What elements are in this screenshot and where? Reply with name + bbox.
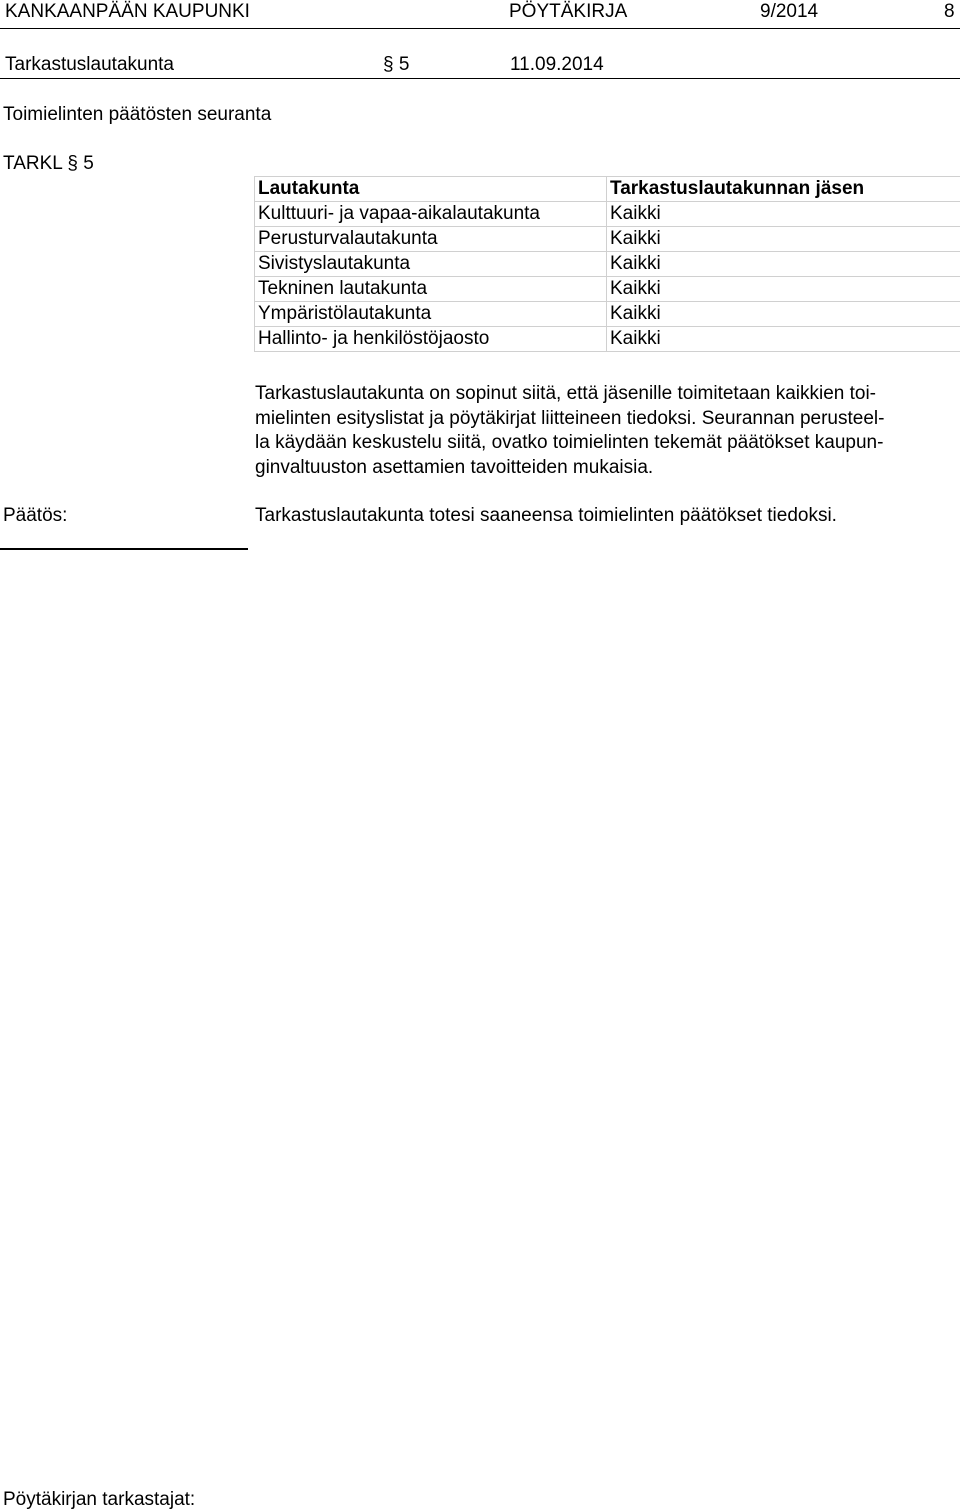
table-cell: Ympäristölautakunta xyxy=(255,302,607,327)
paragraph-line: ginvaltuuston asettamien tavoitteiden mukaisia. xyxy=(255,456,654,478)
document-type: PÖYTÄKIRJA xyxy=(509,1,628,22)
column-header: Lautakunta xyxy=(255,177,607,202)
table-cell: Perusturvalautakunta xyxy=(255,227,607,252)
table-cell: Kaikki xyxy=(607,252,960,277)
table-cell: Kaikki xyxy=(607,202,960,227)
table-header-row xyxy=(255,177,960,202)
paragraph-line: mielinten esityslistat ja pöytäkirjat liitteineen tiedoksi. Seurannan perusteel- xyxy=(255,407,885,429)
subheader-divider xyxy=(0,78,960,79)
table-cell: Kaikki xyxy=(607,327,960,352)
table-row xyxy=(255,277,960,302)
page-title: Toimielinten päätösten seuranta xyxy=(3,104,272,125)
table-row xyxy=(255,252,960,277)
table-cell: Sivistyslautakunta xyxy=(255,252,607,277)
table-row xyxy=(255,227,960,252)
paragraph-line: Tarkastuslautakunta on sopinut siitä, että jäsenille toimitetaan kaikkien toi- xyxy=(255,383,877,404)
column-header: Tarkastuslautakunnan jäsen xyxy=(607,177,960,202)
section-number: § 5 xyxy=(383,54,410,75)
table-cell: Hallinto- ja henkilöstöjaosto xyxy=(255,327,607,352)
table-cell: Kaikki xyxy=(607,277,960,302)
table-cell: Kaikki xyxy=(607,227,960,252)
table-row xyxy=(255,327,960,352)
page-number: 8 xyxy=(944,1,955,22)
decision-label: Päätös: xyxy=(3,505,68,526)
decision-divider xyxy=(0,548,248,550)
table-cell: Kaikki xyxy=(607,302,960,327)
document-number: 9/2014 xyxy=(760,1,819,22)
meeting-date: 11.09.2014 xyxy=(510,54,604,75)
reviewers-label: Pöytäkirjan tarkastajat: xyxy=(3,1489,196,1510)
decision-text: Tarkastuslautakunta totesi saaneensa toimielinten päätökset tiedoksi. xyxy=(255,505,837,526)
table-row xyxy=(255,302,960,327)
table-cell: Kulttuuri- ja vapaa-aikalautakunta xyxy=(255,202,607,227)
header-divider xyxy=(0,28,960,29)
description-paragraph xyxy=(255,382,955,480)
table-row xyxy=(255,202,960,227)
table-cell: Tekninen lautakunta xyxy=(255,277,607,302)
case-id: TARKL § 5 xyxy=(3,153,94,174)
committee-table xyxy=(254,176,960,352)
paragraph-line: la käydään keskustelu siitä, ovatko toimielinten tekemät päätökset kaupun- xyxy=(255,432,884,453)
board-name: Tarkastuslautakunta xyxy=(5,54,174,75)
organization-name: KANKAANPÄÄN KAUPUNKI xyxy=(5,1,250,22)
